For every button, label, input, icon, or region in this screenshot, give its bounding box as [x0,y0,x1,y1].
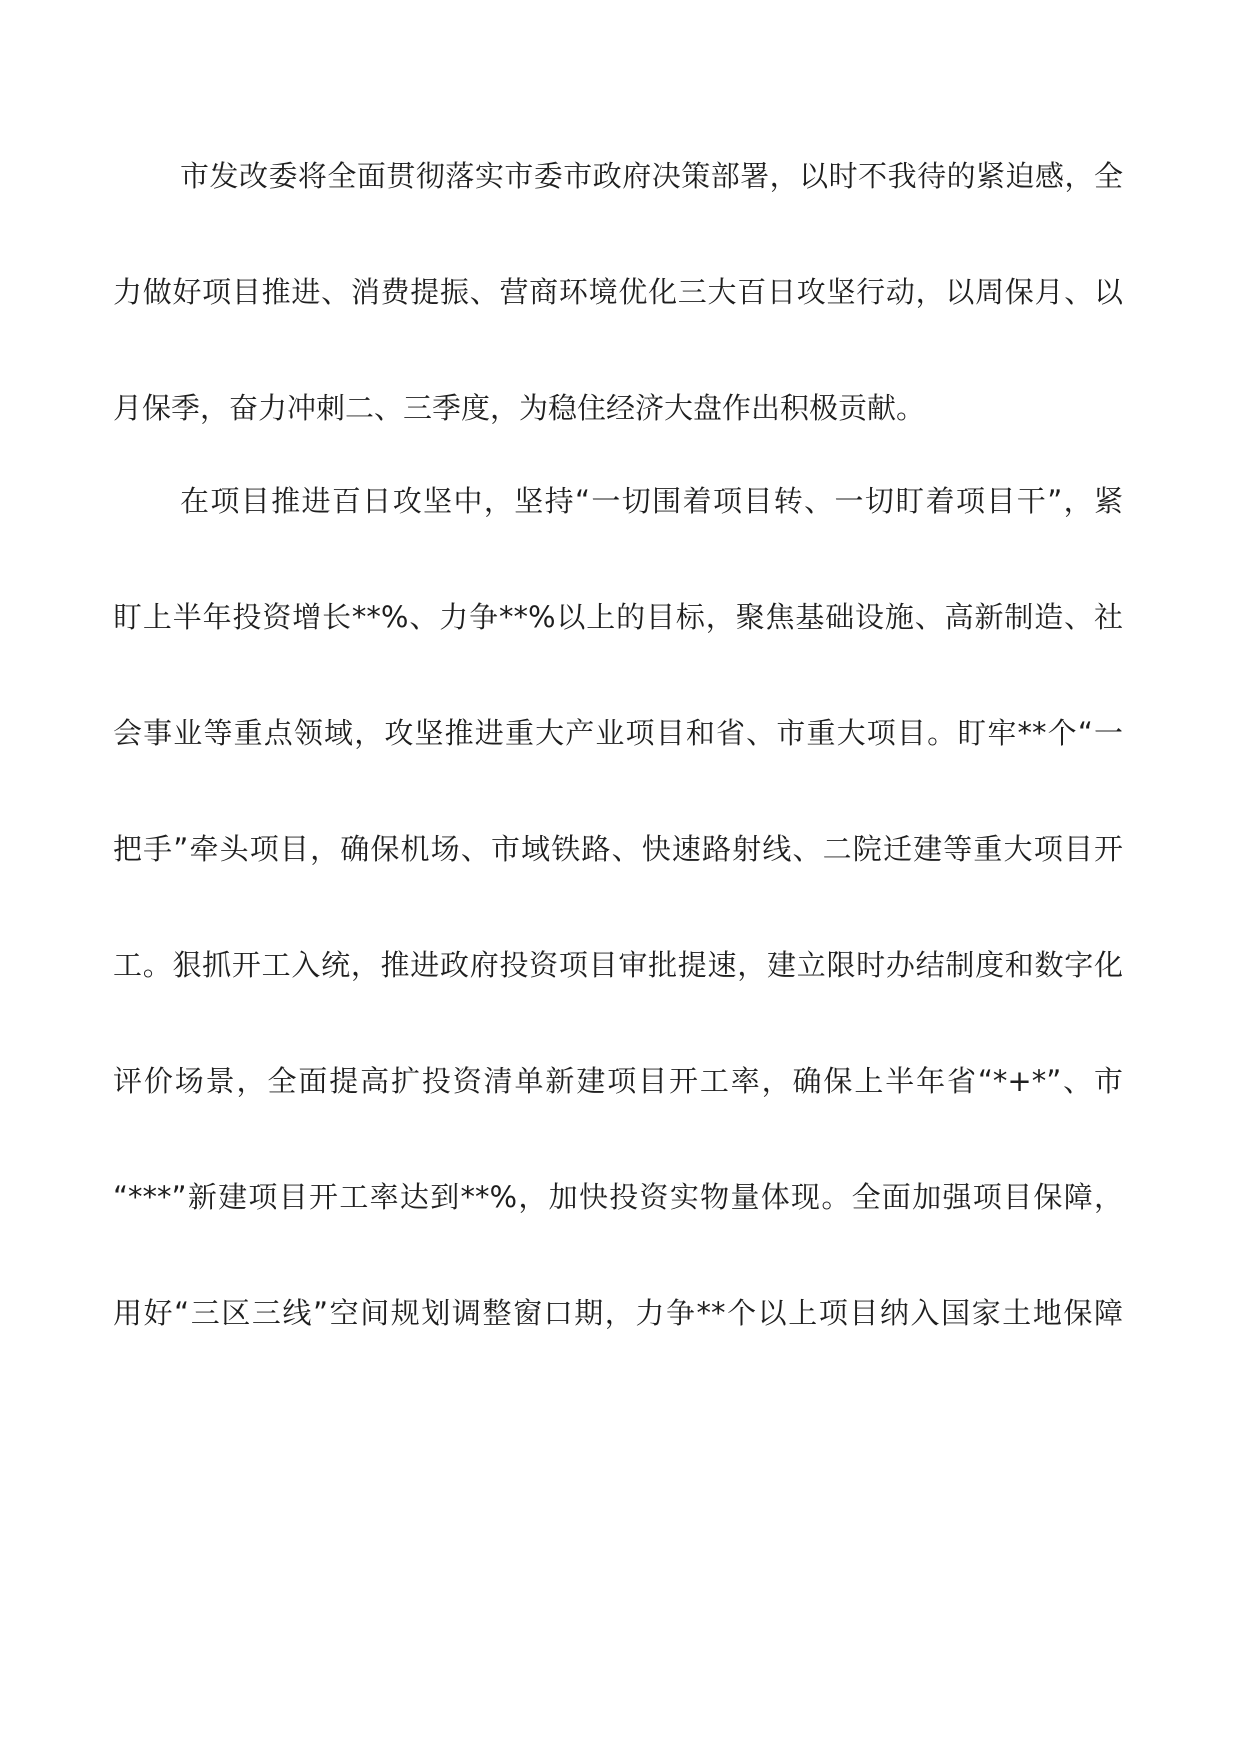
paragraph-1-line-1: 市发改委将全面贯彻落实市委市政府决策部署，以时不我待的紧迫感，全 [180,159,1123,193]
paragraph-2-line-5: 工。狠抓开工入统，推进政府投资项目审批提速，建立限时办结制度和数字化 [113,948,1123,982]
paragraph-2-line-6: 评价场景，全面提高扩投资清单新建项目开工率，确保上半年省“*+*”、市 [113,1064,1123,1098]
paragraph-1-line-3: 月保季，奋力冲刺二、三季度，为稳住经济大盘作出积极贡献。 [113,391,926,425]
paragraph-2-line-3: 会事业等重点领域，攻坚推进重大产业项目和省、市重大项目。盯牢**个“一 [113,716,1123,750]
paragraph-2-line-4: 把手”牵头项目，确保机场、市域铁路、快速路射线、二院迁建等重大项目开 [113,832,1123,866]
paragraph-2-line-8: 用好“三区三线”空间规划调整窗口期，力争**个以上项目纳入国家土地保障 [113,1296,1123,1330]
paragraph-2-line-7: “***”新建项目开工率达到**%，加快投资实物量体现。全面加强项目保障， [113,1180,1123,1214]
paragraph-2-line-1: 在项目推进百日攻坚中，坚持“一切围着项目转、一切盯着项目干”，紧 [180,484,1123,518]
paragraph-2-line-2: 盯上半年投资增长**%、力争**%以上的目标，聚焦基础设施、高新制造、社 [113,600,1123,634]
paragraph-1-line-2: 力做好项目推进、消费提振、营商环境优化三大百日攻坚行动，以周保月、以 [113,275,1123,309]
